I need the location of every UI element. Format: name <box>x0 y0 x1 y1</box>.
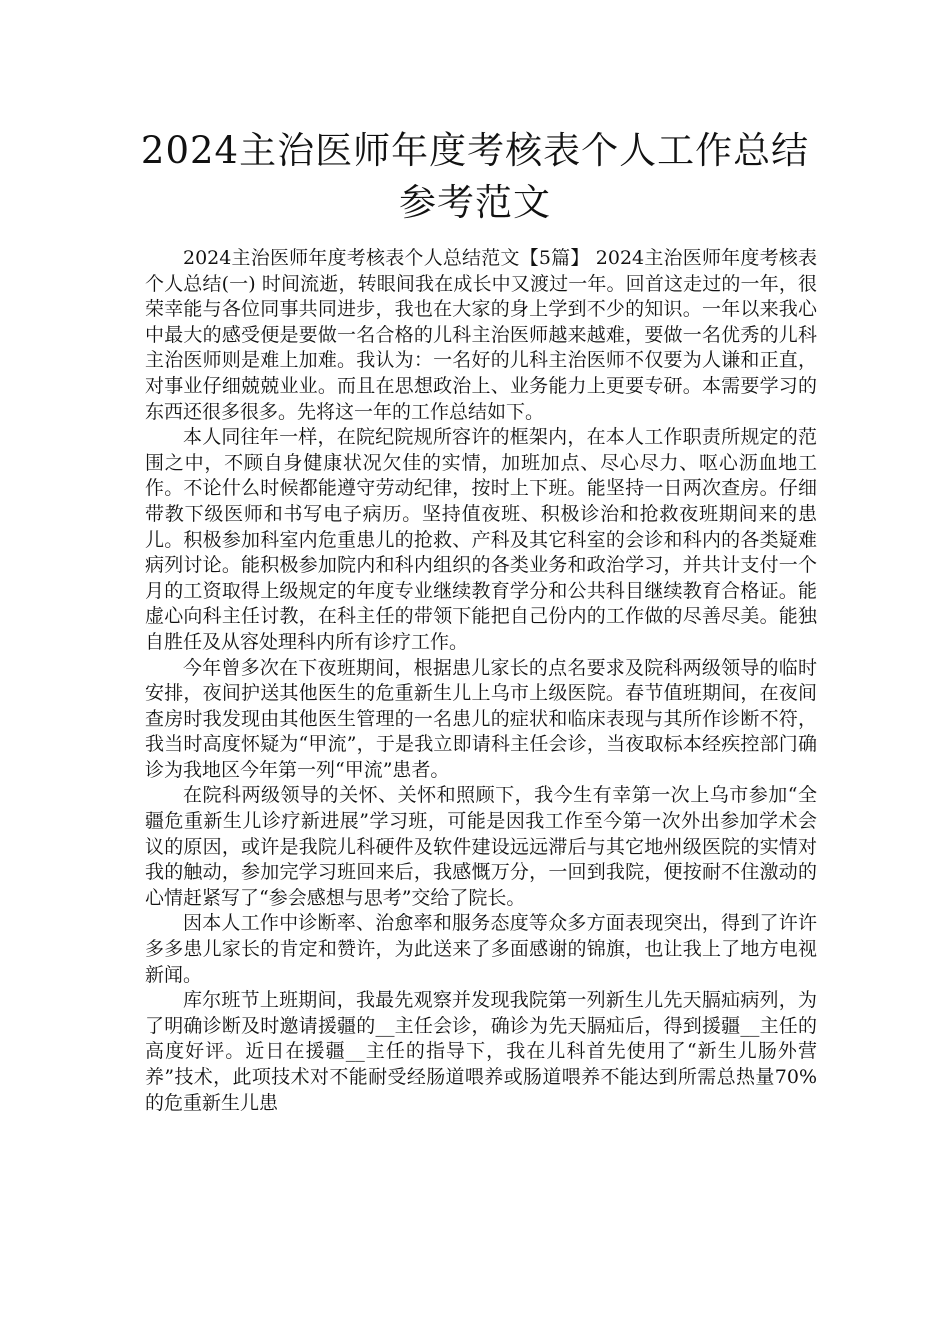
paragraph-intro: 2024主治医师年度考核表个人总结范文【5篇】 2024主治医师年度考核表个人总结(一) 时间流逝，转眼间我在成长中又渡过一年。回首这走过的一年，很荣幸能与各位同事共同进步，我也在大家的身上学到不少的知识。一年以来我心中最大的感受便是要做一名合格的儿科主治医师越来越难，要做一名优秀的儿科主治医师则是难上加难。我认为：一名好的儿科主治医师不仅要为人谦和正直，对事业仔细兢兢业业。而且在思想政治上、业务能力上更要专研。本需要学习的东西还很多很多。先将这一年的工作总结如下。 <box>145 247 817 423</box>
paragraph-night-shift: 今年曾多次在下夜班期间，根据患儿家长的点名要求及院科两级领导的临时安排，夜间护送其他医生的危重新生儿上乌市上级医院。春节值班期间，在夜间查房时我发现由其他医生管理的一名患儿的症状和临床表现与其所作诊断不符，我当时高度怀疑为“甲流”，于是我立即请科主任会诊，当夜取标本经疾控部门确诊为我地区今年第一列“甲流”患者。 <box>145 656 817 781</box>
paragraph-training: 在院科两级领导的关怀、关怀和照顾下，我今生有幸第一次上乌市参加“全疆危重新生儿诊疗新进展”学习班，可能是因我工作至今第一次外出参加学术会议的原因，或许是我院儿科硬件及软件建设远远滞后与其它地州级医院的实情对我的触动，参加完学习班回来后，我感慨万分，一回到我院，便按耐不住激动的心情赶紧写了“参会感想与思考”交给了院长。 <box>145 784 817 909</box>
document-body <box>145 246 817 1116</box>
paragraph-new-technique: 库尔班节上班期间，我最先观察并发现我院第一列新生儿先天膈疝病列，为了明确诊断及时邀请援疆的__主任会诊，确诊为先天膈疝后，得到援疆__主任的高度好评。近日在援疆__主任的指导下，我在儿科首先使用了“新生儿肠外营养”技术，此项技术对不能耐受经肠道喂养或肠道喂养不能达到所需总热量70%的危重新生儿患 <box>145 989 817 1114</box>
paragraph-recognition: 因本人工作中诊断率、治愈率和服务态度等众多方面表现突出，得到了许许多多患儿家长的肯定和赞许，为此送来了多面感谢的锦旗，也让我上了地方电视新闻。 <box>145 912 817 986</box>
paragraph-work-duties: 本人同往年一样，在院纪院规所容许的框架内，在本人工作职责所规定的范围之中，不顾自身健康状况欠佳的实情，加班加点、尽心尽力、呕心沥血地工作。不论什么时候都能遵守劳动纪律，按时上下班。能坚持一日两次查房。仔细带教下级医师和书写电子病历。坚持值夜班、积极诊治和抢救夜班期间来的患儿。积极参加科室内危重患儿的抢救、产科及其它科室的会诊和科内的各类疑难病列讨论。能积极参加院内和科内组织的各类业务和政治学习，并共计支付一个月的工资取得上级规定的年度专业继续教育学分和公共科目继续教育合格证。能虚心向科主任讨教，在科主任的带领下能把自己份内的工作做的尽善尽美。能独自胜任及从容处理科内所有诊疗工作。 <box>145 426 817 653</box>
document-title: 2024主治医师年度考核表个人工作总结参考范文 <box>140 129 810 224</box>
